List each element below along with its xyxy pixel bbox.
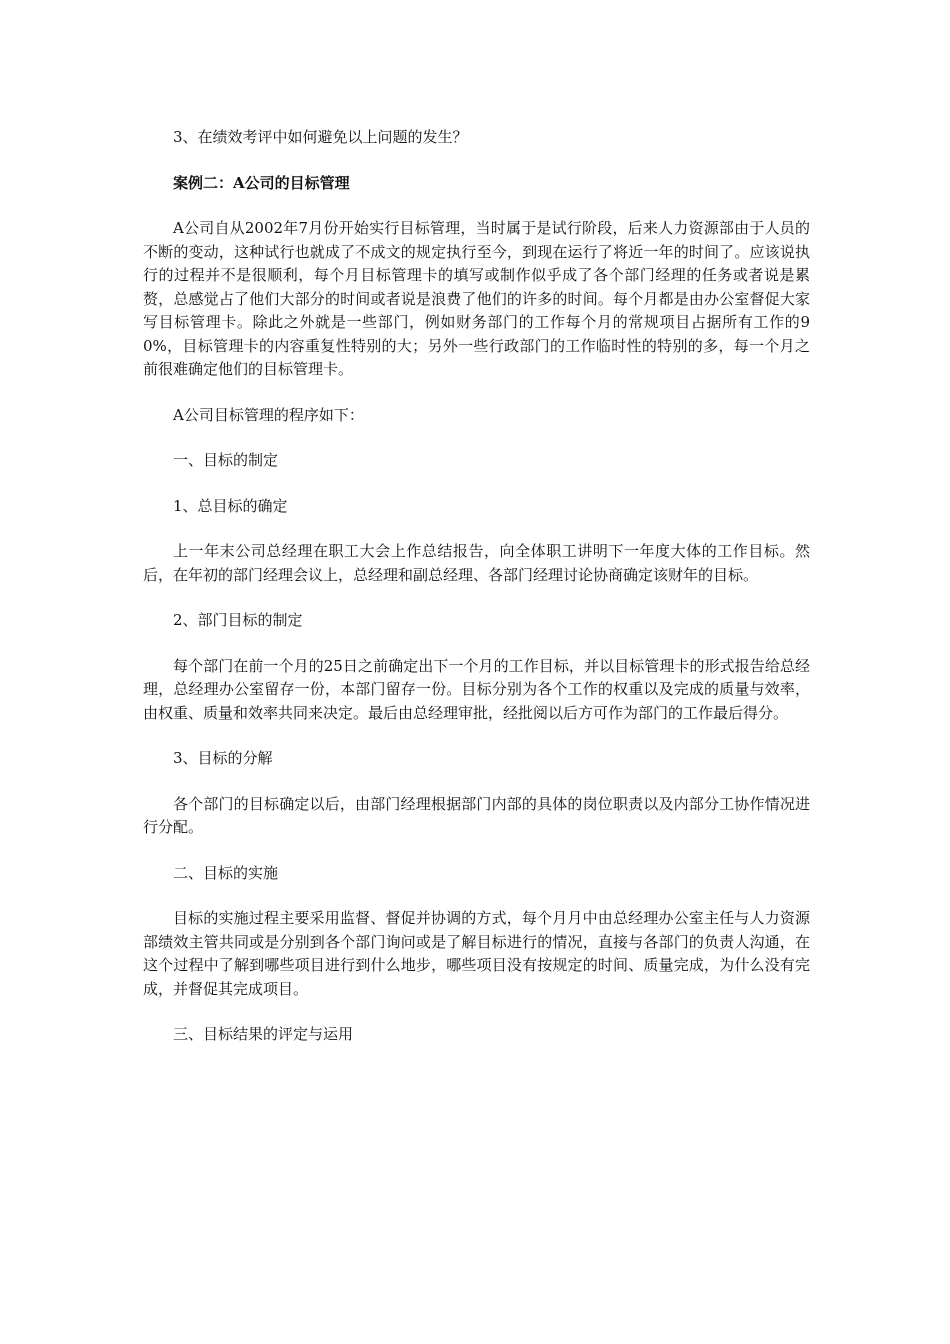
document-page <box>143 126 810 1047</box>
section-1-heading: 一、目标的制定 <box>173 451 279 469</box>
subsection-3-heading: 3、目标的分解 <box>173 749 273 767</box>
section-2-paragraph: 目标的实施过程主要采用监督、督促并协调的方式，每个月月中由总经理办公室主任与人力资源部绩效主管共同或是分别到各个部门询问或是了解目标进行的情况，直接与各部门的负责人沟通，在这个过程中了解到哪些项目进行到什么地步，哪些项目没有按规定的时间、质量完成，为什么没有完成，并督促其完成项目。 <box>143 909 810 998</box>
subsection-1-paragraph: 上一年末公司总经理在职工大会上作总结报告，向全体职工讲明下一年度大体的工作目标。然后，在年初的部门经理会议上，总经理和副总经理、各部门经理讨论协商确定该财年的目标。 <box>143 542 810 584</box>
subsection-2-paragraph: 每个部门在前一个月的25日之前确定出下一个月的工作目标，并以目标管理卡的形式报告给总经理，总经理办公室留存一份，本部门留存一份。目标分别为各个工作的权重以及完成的质量与效率，由权重、质量和效率共同来决定。最后由总经理审批，经批阅以后方可作为部门的工作最后得分。 <box>143 656 810 722</box>
question-3-text: 3、在绩效考评中如何避免以上问题的发生？ <box>173 128 468 146</box>
case-intro-paragraph: A公司自从2002年7月份开始实行目标管理，当时属于是试行阶段，后来人力资源部由于人员的不断的变动，这种试行也就成了不成文的规定执行至今，到现在运行了将近一年的时间了。应该说执行的过程并不是很顺利，每个月目标管理卡的填写或制作似乎成了各个部门经理的任务或者说是累赘，总感觉占了他们大部分的时间或者说是浪费了他们的许多的时间。每个月都是由办公室督促大家写目标管理卡。除此之外就是一些部门，例如财务部门的工作每个月的常规项目占据所有工作的90%，目标管理卡的内容重复性特别的大；另外一些行政部门的工作临时性的特别的多，每一个月之前很难确定他们的目标管理卡。 <box>143 219 810 378</box>
section-3-heading: 三、目标结果的评定与运用 <box>173 1025 354 1043</box>
procedure-intro: A公司目标管理的程序如下： <box>173 405 364 424</box>
subsection-3-paragraph: 各个部门的目标确定以后，由部门经理根据部门内部的具体的岗位职责以及内部分工协作情况进行分配。 <box>143 794 810 836</box>
case-two-heading: 案例二：A公司的目标管理 <box>173 173 350 192</box>
subsection-2-heading: 2、部门目标的制定 <box>173 611 303 629</box>
subsection-1-heading: 1、总目标的确定 <box>173 496 288 515</box>
section-2-heading: 二、目标的实施 <box>173 863 279 882</box>
